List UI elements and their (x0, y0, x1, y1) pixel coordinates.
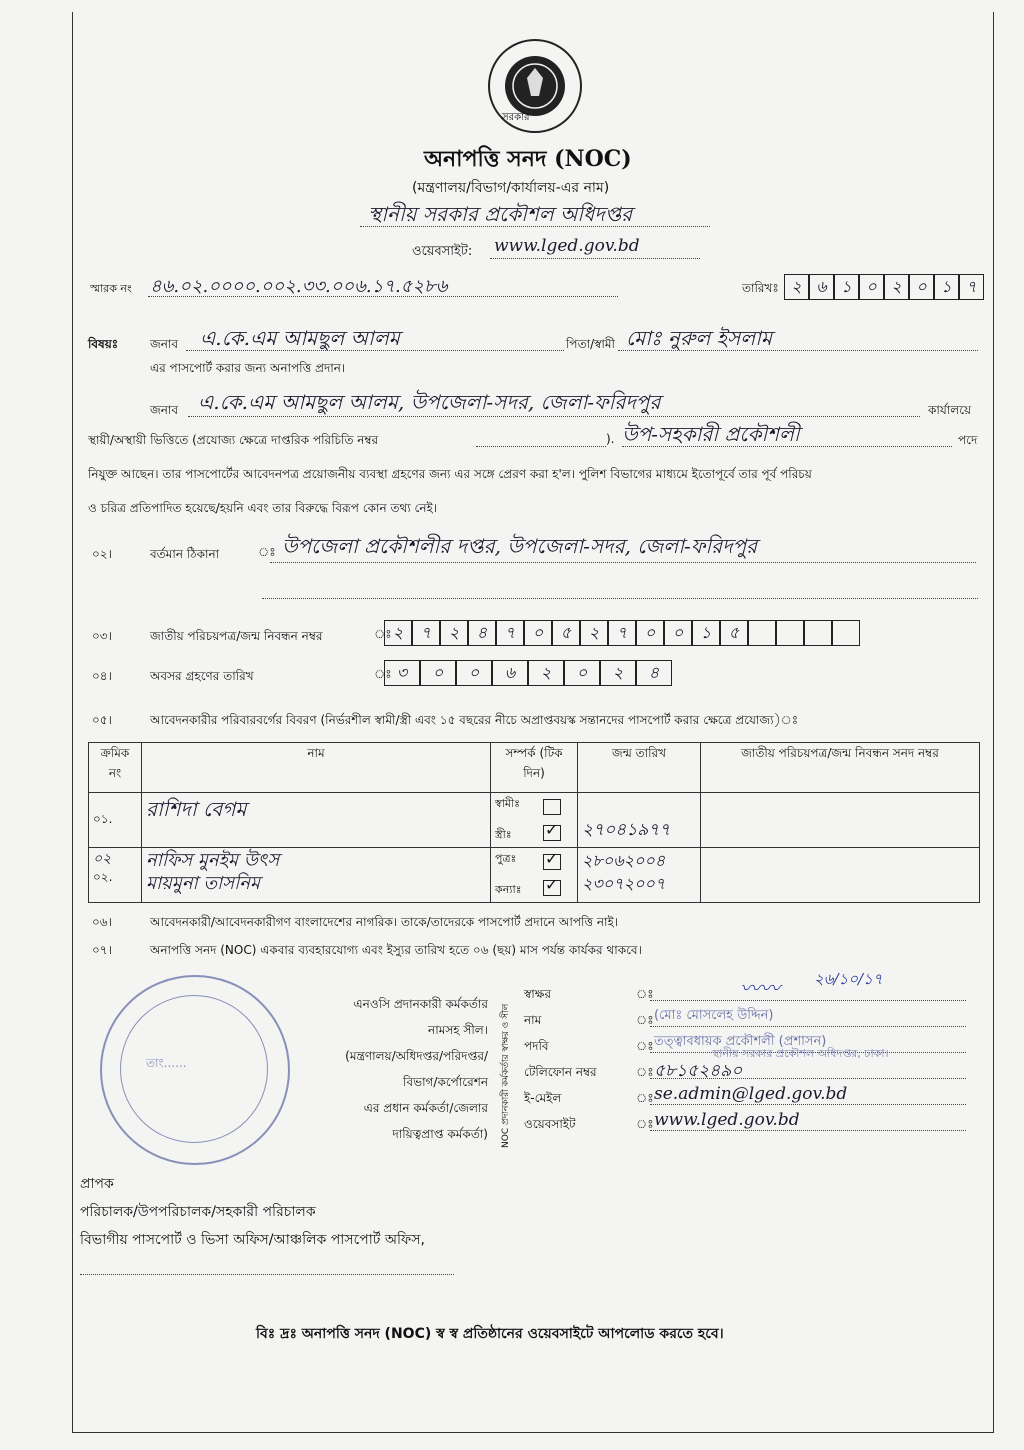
digit-box: ২ (580, 620, 608, 646)
rel-son-label: পুত্রঃ (495, 852, 517, 865)
signatory-field-label: স্বাক্ষর (524, 987, 552, 1001)
office-suffix: কার্যালয়ে (928, 403, 972, 417)
signatory-desc-line: এর প্রধান কর্মকর্তা/জেলার (363, 1101, 488, 1115)
rel-wife-label: স্ত্রীঃ (495, 828, 512, 841)
digit-box: ০ (636, 620, 664, 646)
item-05-number: ০৫। (92, 713, 112, 727)
stamp-sub-text: স্থানীয় সরকার প্রকৌশল অধিদপ্তর, ঢাকা। (712, 1047, 889, 1060)
digit-box: ৭ (608, 620, 636, 646)
item-05-label: আবেদনকারীর পরিবারবর্গের বিবরণ (নির্ভরশীল স্বামী/স্ত্রী এবং ১৫ বছরের নীচে অপ্রাপ্তবয়স্ক সন্তানদের পাসপোর্ট করার ক্ষেত্রে প্রযোজ্য)ঃ (150, 713, 799, 727)
signatory-field-label: টেলিফোন নম্বর (524, 1065, 597, 1079)
table-row (89, 793, 980, 848)
digit-box: ৪ (468, 620, 496, 646)
son-checkbox[interactable]: ✓ (543, 854, 561, 870)
row-name: মায়মুনা তাসনিম (146, 873, 261, 894)
husband-checkbox[interactable] (543, 799, 561, 815)
signatory-field-value: se.admin@lged.gov.bd (654, 1084, 848, 1104)
basis-text: স্থায়ী/অস্থায়ী ভিত্তিতে (প্রযোজ্য ক্ষেত্রে দাপ্তরিক পরিচিতি নম্বর (88, 433, 379, 447)
footnote: বিঃ দ্রঃ অনাপত্তি সনদ (NOC) স্ব স্ব প্রতিষ্ঠানের ওয়েবসাইটে আপলোড করতে হবে। (256, 1326, 724, 1342)
person-detail: এ.কে.এম আমছুল আলম, উপজেলা-সদর, জেলা-ফরিদপুর (198, 390, 661, 414)
row-dob: ২৩০৭২০০৭ (582, 874, 666, 893)
item-03-number: ০৩। (92, 629, 112, 643)
emblem-bottom-text: সরকার (502, 112, 530, 123)
item-03-label: জাতীয় পরিচয়পত্র/জন্ম নিবন্ধন নম্বর (150, 629, 323, 643)
digit-box (748, 620, 776, 646)
digit-box: ৫ (552, 620, 580, 646)
item-06-label: আবেদনকারী/আবেদনকারীগণ বাংলাদেশের নাগরিক। তাকে/তাদেরকে পাসপোর্ট প্রদানে আপত্তি নাই। (150, 915, 619, 929)
digit-box: ২ (784, 274, 809, 300)
signatory-field-label: ই-মেইল (524, 1091, 562, 1105)
body-mr-label: জনাব (150, 403, 179, 417)
digit-box (776, 620, 804, 646)
digit-box: ০ (524, 620, 552, 646)
row-serial: ০২. (93, 870, 113, 884)
signatory-field-value: ৫৮১৫২৪৯০ (654, 1061, 743, 1081)
header-dob: জন্ম তারিখ (578, 743, 701, 793)
office-name: স্থানীয় সরকার প্রকৌশল অধিদপ্তর (368, 202, 633, 226)
memo-label: স্মারক নং (90, 282, 132, 295)
signatory-desc-line: এনওসি প্রদানকারী কর্মকর্তার (353, 997, 488, 1011)
digit-box: ২ (528, 660, 564, 686)
digit-box: ৪ (636, 660, 672, 686)
subject-name: এ.কে.এম আমছুল আলম (200, 326, 400, 350)
para2: ও চরিত্র প্রতিপাদিত হয়েছে/হয়নি এবং তার বিরুদ্ধে বিরূপ কোন তথ্য নেই। (88, 501, 438, 515)
digit-box: ০ (564, 660, 600, 686)
recipient-line1: পরিচালক/উপপরিচালক/সহকারী পরিচালক (80, 1204, 316, 1220)
rel-daughter-label: কন্যাঃ (495, 883, 522, 896)
vertical-noc-text: NOC প্রদানকারী কর্মকর্তার স্বাক্ষর ও সীল (501, 1003, 511, 1148)
digit-box: ০ (420, 660, 456, 686)
memo-value: ৪৬.০২.০০০০.০০২.৩৩.০০৬.১৭.৫২৮৬ (150, 276, 448, 297)
signatory-desc-line: দায়িত্বপ্রাপ্ত কর্মকর্তা) (392, 1127, 488, 1141)
post-suffix: পদে (958, 433, 978, 447)
digit-box: ২ (884, 274, 909, 300)
digit-box: ০ (859, 274, 884, 300)
signatory-field-label: নাম (524, 1013, 542, 1027)
header-nid: জাতীয় পরিচয়পত্র/জন্ম নিবন্ধন সনদ নম্বর (701, 743, 980, 793)
signature-date: ২৬/১০/১৭ (814, 970, 883, 988)
father-value: মোঃ নুরুল ইসলাম (626, 326, 773, 350)
item-04-number: ০৪। (92, 669, 112, 683)
row-name: নাফিস মুনইম উৎস (146, 850, 280, 871)
digit-box: ৬ (809, 274, 834, 300)
header-name: নাম (142, 743, 491, 793)
family-table (88, 742, 980, 903)
digit-box: ৩ (384, 660, 420, 686)
current-address: উপজেলা প্রকৌশলীর দপ্তর, উপজেলা-সদর, জেলা-ফরিদপুর (282, 534, 758, 558)
digit-box: ৫ (720, 620, 748, 646)
subject-label: বিষয়ঃ (88, 337, 119, 351)
recipient-label: প্রাপক (80, 1176, 114, 1192)
signatory-desc-line: (মন্ত্রণালয়/অধিদপ্তর/পরিদপ্তর/ (345, 1049, 488, 1063)
digit-box: ৭ (412, 620, 440, 646)
wife-checkbox[interactable]: ✓ (543, 825, 561, 841)
signatory-field-value: (মোঃ মোসলেহ উদ্দিন) (654, 1008, 774, 1023)
digit-box: ২ (440, 620, 468, 646)
digit-box (804, 620, 832, 646)
website-label: ওয়েবসাইট: (412, 244, 473, 259)
row-serial-hand: ০২ (93, 851, 112, 867)
document-title: অনাপত্তি সনদ (NOC) (424, 146, 632, 172)
item-06-number: ০৬। (92, 915, 112, 929)
signatory-field-label: পদবি (524, 1039, 549, 1053)
digit-box: ৬ (492, 660, 528, 686)
digit-box: ০ (909, 274, 934, 300)
signatory-field-label: ওয়েবসাইট (524, 1117, 576, 1131)
subject-line2: এর পাসপোর্ট করার জন্য অনাপত্তি প্রদান। (150, 361, 346, 375)
row-serial: ০১. (93, 812, 113, 826)
digit-box: ৭ (496, 620, 524, 646)
row-name: রাশিদা বেগম (146, 797, 247, 821)
digit-box: ১ (692, 620, 720, 646)
row-dob: ২৭০৪১৯৭৭ (582, 820, 671, 840)
item-02-label: বর্তমান ঠিকানা (150, 547, 220, 561)
digit-box: ০ (456, 660, 492, 686)
para1: নিযুক্ত আছেন। তার পাসপোর্টের আবেদনপত্র প্রয়োজনীয় ব্যবস্থা গ্রহণের জন্য এর সঙ্গে প্রেরণ করা হ'ল। পুলিশ বিভাগের মাধ্যমে ইতোপূর্বে তার পূর্ব পরিচয় (88, 467, 812, 481)
item-07-label: অনাপত্তি সনদ (NOC) একবার ব্যবহারযোগ্য এবং ইস্যুর তারিখ হতে ০৬ (ছয়) মাস পর্যন্ত কার্যকর থাকবে। (150, 943, 642, 957)
row-dob: ২৮০৬২০০৪ (582, 851, 666, 870)
daughter-checkbox[interactable]: ✓ (543, 880, 561, 896)
signature: 〰〰 (740, 976, 780, 1000)
digit-box: ১ (834, 274, 859, 300)
digit-box: ২ (600, 660, 636, 686)
father-label: পিতা/স্বামী (566, 337, 615, 351)
designation: উপ-সহকারী প্রকৌশলী (622, 422, 800, 446)
digit-box: ৭ (959, 274, 984, 300)
subtitle: (মন্ত্রণালয়/বিভাগ/কার্যালয়-এর নাম) (412, 180, 610, 196)
signatory-field-value: তত্ত্বাবধায়ক প্রকৌশলী (প্রশাসন) (654, 1034, 827, 1049)
signatory-desc-line: নামসহ সীল। (428, 1023, 488, 1037)
signatory-desc-line: বিভাগ/কর্পোরেশন (403, 1075, 488, 1089)
header-relation: সম্পর্ক (টিক দিন) (491, 743, 578, 793)
seal-date-text: তাং...... (146, 1056, 187, 1070)
signatory-field-value: www.lged.gov.bd (654, 1110, 800, 1130)
item-02-number: ০২। (92, 547, 112, 561)
subject-mr-label: জনাব (150, 337, 179, 351)
table-row (89, 848, 980, 903)
noc-document: সরকার অনাপত্তি সনদ (NOC) (মন্ত্রণালয়/বিভাগ/কার্যালয়-এর নাম) স্থানীয় সরকার প্রকৌশল অধিদপ্তর ওয়েবসাইট: www.lged.gov.bd স্মারক নং ৪৬.০২.০০০০.০০২.৩৩.০০৬.১৭.৫২৮৬ তারিখঃ ২ ৬ ১ ০ ২ ০ ১ ৭ বিষয়ঃ জনাব এ.কে.এম আমছুল আলম পিতা/স্বামী মোঃ নুরুল ইসলাম এর পাসপোর্ট করার জন্য অনাপত্তি প্রদান। জনাব এ.কে.এম আমছুল আলম, উপজেলা-সদর, জেলা-ফরিদপুর কার্যালয়ে স্থায়ী/অস্থায়ী ভিত্তিতে (প্রযোজ্য ক্ষেত্রে দাপ্তরিক পরিচিতি নম্বর ). উপ-সহকারী প্রকৌশলী পদে নিযুক্ত আছেন। তার পাসপোর্টের আবেদনপত্র প্রয়োজনীয় ব্যবস্থা গ্রহণের জন্য এর সঙ্গে প্রেরণ করা হ'ল। পুলিশ বিভাগের মাধ্যমে ইতোপূর্বে তার পূর্ব পরিচয় ও চরিত্র প্রতিপাদিত হয়েছে/হয়নি এবং তার বিরুদ্ধে বিরূপ কোন তথ্য নেই। ০২। বর্তমান ঠিকানা ঃ উপজেলা প্রকৌশলীর দপ্তর, উপজেলা-সদর, জেলা-ফরিদপুর ০৩। জাতীয় পরিচয়পত্র/জন্ম নিবন্ধন নম্বর ঃ ২ ৭ ২ ৪ ৭ ০ ৫ ২ ৭ ০ ০ ১ ৫ ০৪। অবসর গ্রহণের তারিখ ঃ ৩ ০ ০ ৬ ২ ০ ২ ৪ ০৫। আবেদনকারীর পরিবারবর্গের বিবরণ (নির্ভরশীল স্বামী/স্ত্রী এবং ১৫ বছরের নীচে অপ্রাপ্তবয়স্ক সন্তানদের পাসপোর্ট করার ক্ষেত্রে প্রযোজ্য)ঃ ক্রমিক নং নাম সম্পর্ক (টিক দিন) জন্ম তারিখ জাতীয় পরিচয়পত্র/জন্ম নিবন্ধন সনদ নম্বর ০১. রাশিদা বেগম স্বামীঃ স্ত্রীঃ ✓ ২৭০৪১৯৭৭ ০২ ০২. নাফিস মুনইম উৎস মায়মুনা তাসনিম পুত্রঃ ✓ কন্যাঃ ✓ ২৮০৬২০০৪ ২৩০৭২০০৭ ০৬। আবেদনকারী/আবেদনকারীগণ বাংলাদেশের নাগরিক। তাকে/তাদেরকে পাসপোর্ট প্রদানে আপত্তি নাই। ০৭। অনাপত্তি সনদ (NOC) একবার ব্যবহারযোগ্য এবং ইস্যুর তারিখ হতে ০৬ (ছয়) মাস পর্যন্ত কার্যকর থাকবে। তাং...... এনওসি প্রদানকারী কর্মকর্তার নামসহ সীল। (মন্ত্রণালয়/অধিদপ্তর/পরিদপ্তর/ বিভাগ/কর্পোরেশন এর প্রধান কর্মকর্তা/জেলার দায়িত্বপ্রাপ্ত কর্মকর্তা) NOC প্রদানকারী কর্মকর্তার স্বাক্ষর ও সীল স্বাক্ষর ঃ নাম ঃ (মোঃ মোসলেহ উদ্দিন) পদবি ঃ তত্ত্বাবধায়ক প্রকৌশলী (প্রশাসন) টেলিফোন নম্বর ঃ ৫৮১৫২৪৯০ ই-মেইল ঃ se.admin@lged.gov.bd ওয়েবসাইট ঃ www.lged.gov.bd 〰〰 ২৬/১০/১৭ স্থানীয় সরকার প্রকৌশল অধিদপ্তর, ঢাকা। প্রাপক পরিচালক/উপপরিচালক/সহকারী পরিচালক বিভাগীয় পাসপোর্ট ও ভিসা অফিস/আঞ্চলিক পাসপোর্ট অফিস, বিঃ দ্রঃ অনাপত্তি সনদ (NOC) স্ব স্ব প্রতিষ্ঠানের ওয়েবসাইটে আপলোড করতে হবে। (0, 0, 1024, 1450)
header-serial: ক্রমিক নং (89, 743, 142, 793)
rel-husband-label: স্বামীঃ (495, 797, 521, 810)
recipient-line2: বিভাগীয় পাসপোর্ট ও ভিসা অফিস/আঞ্চলিক পাসপোর্ট অফিস, (80, 1232, 425, 1248)
digit-box: ০ (664, 620, 692, 646)
digit-box: ২ (384, 620, 412, 646)
digit-box: ১ (934, 274, 959, 300)
digit-box (832, 620, 860, 646)
basis-close: ). (606, 432, 615, 446)
website-value: www.lged.gov.bd (494, 236, 640, 256)
item-04-label: অবসর গ্রহণের তারিখ (150, 669, 254, 683)
item-07-number: ০৭। (92, 943, 112, 957)
office-round-seal (100, 975, 290, 1165)
date-label: তারিখঃ (742, 281, 779, 295)
